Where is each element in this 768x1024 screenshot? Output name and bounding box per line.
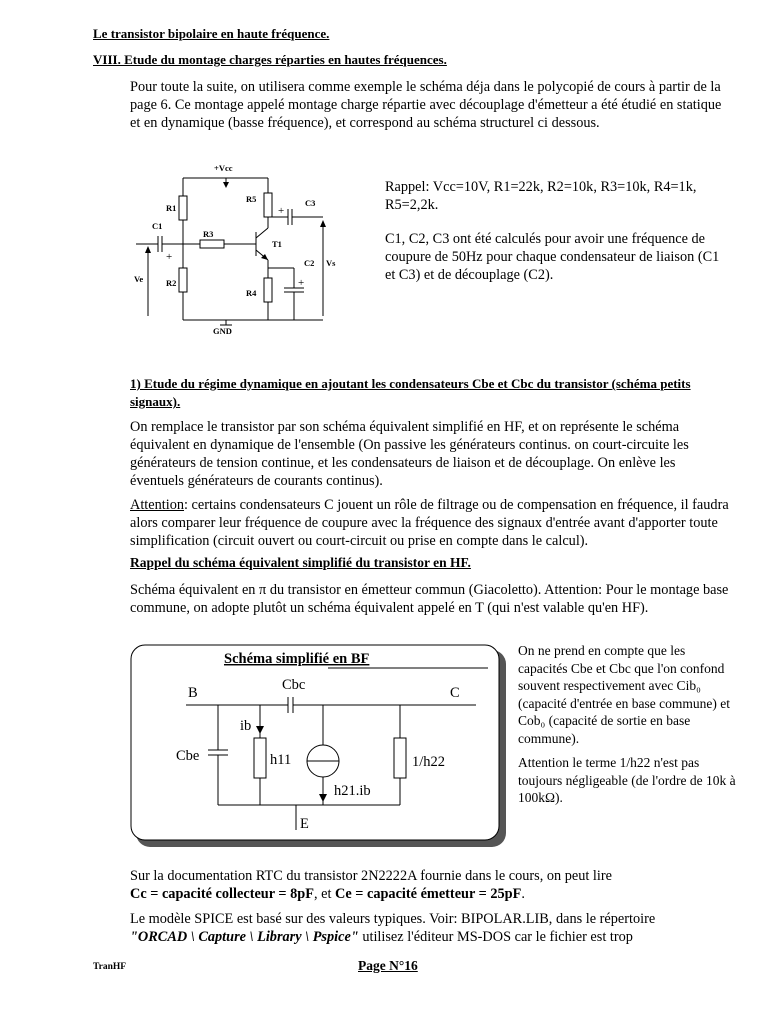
cbe-label: Cbe (176, 748, 200, 764)
section-heading: VIII. Etude du montage charges réparties en hautes fréquences. (93, 52, 447, 67)
rappel-schema-heading: Rappel du schéma équivalent simplifié du transistor en HF. (130, 555, 471, 570)
c2-plus: + (298, 277, 305, 289)
h11-label: h11 (270, 752, 292, 768)
node-e-label: E (300, 816, 309, 832)
subsection-1-heading: 1) Etude du régime dynamique en ajoutant les condensateurs Cbe et Cbc du transistor (schéma petits signaux). (130, 376, 691, 409)
side-note-capacities: On ne prend en compte que les capacités Cbe et Cbc que l'on confond souvent respectivement avec Cib₀ (capacité d'entrée en base commune) et Cob₀ (capacité de sortie en base commune). (518, 643, 730, 746)
hf-equivalent-schematic (128, 642, 508, 848)
vcc-label: +Vcc (214, 163, 233, 173)
side-note-h22: Attention le terme 1/h22 n'est pas toujours négligeable (de l'ordre de 10k à 100kΩ). (518, 755, 736, 805)
rappel-values: Rappel: Vcc=10V, R1=22k, R2=10k, R3=10k, R4=1k, R5=2,2k. (385, 179, 697, 213)
node-c-label: C (450, 685, 460, 701)
vs-label: Vs (326, 258, 336, 268)
c1-plus: + (166, 251, 173, 263)
attention-text: : certains condensateurs C jouent un rôle de filtrage ou de compensation en fréquence, il faudra alors comparer leur fréquence de coupure avec la fréquence des signaux d'entrée avant d'apporter toute simplification (circuit ouvert ou court-circuit ou prise en compte dans le calcul). (130, 497, 729, 549)
amplifier-schematic (128, 158, 358, 336)
cc-value: Cc = capacité collecteur = 8pF (130, 886, 314, 902)
ve-label: Ve (134, 274, 144, 284)
spice-rest: utilisez l'éditeur MS-DOS car le fichier est trop (358, 929, 633, 945)
document-title: Le transistor bipolaire en haute fréquence. (93, 26, 330, 41)
doc-paragraph (130, 867, 730, 903)
r5-label: R5 (246, 194, 257, 204)
spice-path: "ORCAD \ Capture \ Library \ Pspice" (130, 929, 359, 945)
attention-word: Attention (130, 497, 185, 513)
page-number: Page N°16 (358, 958, 418, 973)
t1-label: T1 (272, 239, 282, 249)
doc-line: Sur la documentation RTC du transistor 2N2222A fournie dans le cours, on peut lire (130, 868, 612, 884)
subsection-1-paragraph: On remplace le transistor par son schéma équivalent simplifié en HF, et on représente le schéma équivalent en dynamique de l'ensemble (On passive les générateurs continus. on court-circuite les générateurs de tension continue, et les condensateurs de liaison et de découplage. On enlève les éventuels générateurs de courants continus). (130, 419, 689, 489)
doc-separator: , et (313, 886, 336, 902)
node-b-label: B (188, 685, 198, 701)
c3-label: C3 (305, 198, 316, 208)
hf-schema-title: Schéma simplifié en BF (224, 651, 370, 667)
c2-label: C2 (304, 258, 315, 268)
ce-value: Ce = capacité émetteur = 25pF (335, 886, 522, 902)
r1-label: R1 (166, 203, 177, 213)
giacoletto-paragraph: Schéma équivalent en π du transistor en émetteur commun (Giacoletto). Attention: Pour le montage base commune, on adopte plutôt un schéma équivalent appelé en T (qui n'est valable qu'en HF). (130, 582, 729, 616)
c3-plus: + (278, 205, 285, 217)
c1-label: C1 (152, 221, 163, 231)
ib-label: ib (240, 718, 252, 734)
gnd-label: GND (213, 326, 232, 336)
doc-end: . (521, 886, 525, 902)
attention-paragraph (130, 496, 730, 550)
h22-label: 1/h22 (412, 754, 446, 770)
spice-line: Le modèle SPICE est basé sur des valeurs typiques. Voir: BIPOLAR.LIB, dans le répertoire (130, 911, 656, 927)
rappel-capacitors: C1, C2, C3 ont été calculés pour avoir une fréquence de coupure de 50Hz pour chaque condensateur de liaison (C1 et C3) et de découplage (C2). (385, 231, 720, 283)
r4-label: R4 (246, 288, 257, 298)
cbc-label: Cbc (282, 677, 306, 693)
r2-label: R2 (166, 278, 177, 288)
h21-label: h21.ib (334, 783, 371, 799)
spice-paragraph (130, 910, 740, 946)
footer-doc-id: TranHF (93, 962, 127, 972)
intro-paragraph: Pour toute la suite, on utilisera comme exemple le schéma déja dans le polycopié de cours à partir de la page 6. Ce montage appelé montage charge répartie avec découplage d'émetteur a été étudié en statique et en dynamique (basse fréquence), et correspond au schéma structurel ci dessous. (130, 79, 722, 131)
r3-label: R3 (203, 229, 214, 239)
